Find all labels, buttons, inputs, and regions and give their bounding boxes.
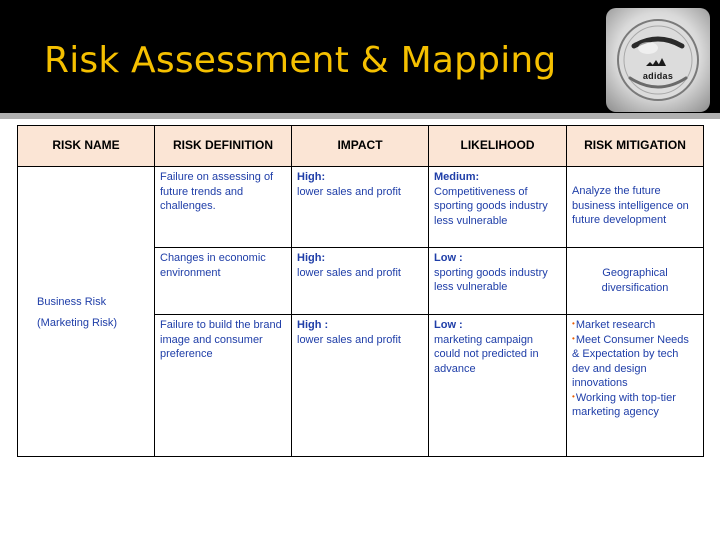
header-likelihood: LIKELIHOOD <box>429 126 567 167</box>
impact-cell <box>292 248 429 315</box>
mitigation-cell <box>567 315 704 457</box>
likelihood-cell <box>429 315 567 457</box>
header-risk-mitigation: RISK MITIGATION <box>567 126 704 167</box>
mitigation-bullet-text: Working with top-tier marketing agency <box>572 391 676 419</box>
likelihood-cell <box>429 248 567 315</box>
impact-text: lower sales and profit <box>297 333 401 346</box>
mitigation-bullet-text: Meet Consumer Needs & Expectation by tech dev and design innovations <box>572 333 689 390</box>
likelihood-text: sporting goods industry less vulnerable <box>434 266 548 294</box>
impact-level: High: <box>297 171 326 183</box>
football-icon <box>606 8 710 112</box>
table-row <box>18 167 704 248</box>
brand-text: adidas <box>642 71 674 81</box>
mitigation-bullet <box>572 391 698 420</box>
mitigation-cell: Analyze the future business intelligence on future development <box>567 167 704 248</box>
table-header-row <box>18 126 704 167</box>
impact-level: High : <box>297 319 329 331</box>
mitigation-bullet-text: Market research <box>575 319 656 331</box>
bullet-icon: • <box>572 391 575 401</box>
slide-title: Risk Assessment & Mapping <box>44 40 557 81</box>
mitigation-bullet <box>572 318 698 333</box>
definition-cell: Failure on assessing of future trends and challenges. <box>155 167 292 248</box>
impact-text: lower sales and profit <box>297 185 401 198</box>
mitigation-cell: Geographical diversification <box>567 248 704 315</box>
risk-table <box>17 125 704 457</box>
football-logo-image <box>606 8 710 112</box>
likelihood-level: Low : <box>434 319 463 331</box>
risk-name-subline: (Marketing Risk) <box>37 316 118 329</box>
likelihood-text: marketing campaign could not predicted in advance <box>434 333 539 375</box>
impact-cell <box>292 315 429 457</box>
header-risk-name: RISK NAME <box>18 126 155 167</box>
bullet-icon: • <box>572 333 575 343</box>
impact-text: lower sales and profit <box>297 266 401 279</box>
risk-name-cell <box>18 167 155 457</box>
likelihood-level: Medium: <box>434 171 480 183</box>
likelihood-level: Low : <box>434 252 463 264</box>
title-divider <box>0 113 720 119</box>
likelihood-text: Competitiveness of sporting goods industry less vulnerable <box>434 185 548 227</box>
header-impact: IMPACT <box>292 126 429 167</box>
risk-name-line: Business Risk <box>37 295 107 308</box>
definition-cell: Failure to build the brand image and consumer preference <box>155 315 292 457</box>
definition-cell: Changes in economic environment <box>155 248 292 315</box>
likelihood-cell <box>429 167 567 248</box>
impact-cell <box>292 167 429 248</box>
mitigation-bullet <box>572 333 698 391</box>
impact-level: High: <box>297 252 326 264</box>
header-risk-definition: RISK DEFINITION <box>155 126 292 167</box>
bullet-icon: • <box>572 319 575 328</box>
